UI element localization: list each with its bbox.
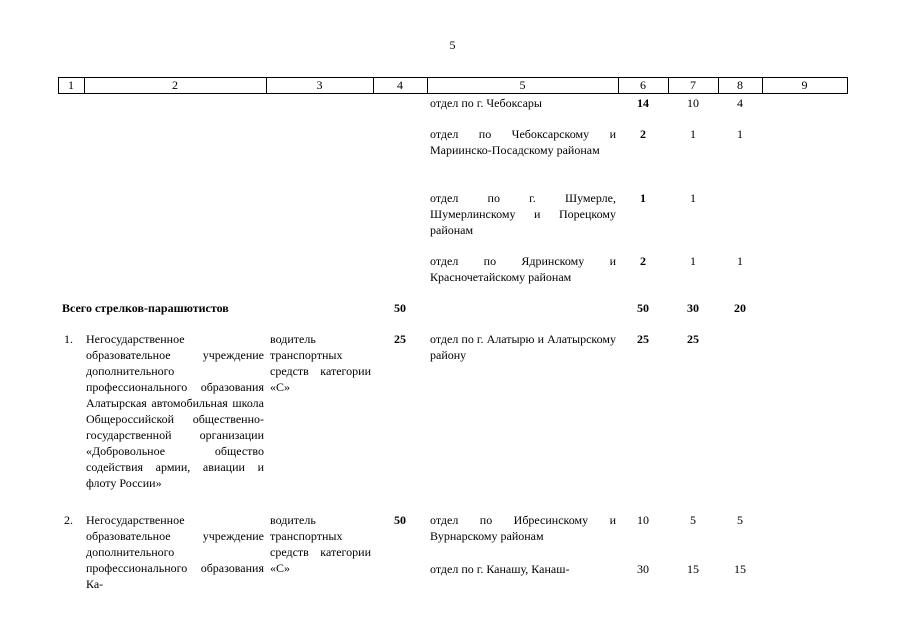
cell-col7: 1 <box>690 127 696 141</box>
col-header-2: 2 <box>172 78 178 92</box>
cell-col6: 14 <box>637 96 649 110</box>
organization-name: Негосударственное образовательное учреждение дополнительного профессионального образования Алатырская автомобильная школа Общероссийской общественно-государственной организации «Добровольное общество содействия армии, авиации и флоту России» <box>86 332 264 490</box>
header-bottom-border <box>58 93 848 94</box>
cell-col8: 4 <box>737 96 743 110</box>
department-name: отдел по г. Канашу, Канаш- <box>430 562 570 576</box>
cell-col6: 2 <box>640 127 646 141</box>
cell-col7: 15 <box>687 562 699 576</box>
col-header-8: 8 <box>737 78 743 92</box>
cell-col8: 5 <box>737 513 743 527</box>
col-header-1: 1 <box>68 78 74 92</box>
cell-col6: 30 <box>637 562 649 576</box>
cell-col4: 50 <box>394 513 406 527</box>
col-header-4: 4 <box>397 78 403 92</box>
cell-col4: 25 <box>394 332 406 346</box>
specialty: водитель транспортных средств категории «С» <box>270 513 371 575</box>
cell-col6: 1 <box>640 191 646 205</box>
cell-col8: 20 <box>734 301 746 315</box>
cell-col8: 1 <box>737 254 743 268</box>
col-header-7: 7 <box>690 78 696 92</box>
cell-col6: 10 <box>637 513 649 527</box>
total-label: Всего стрелков-парашютистов <box>62 301 229 315</box>
organization-name: Негосударственное образовательное учреждение дополнительного профессионального образования Ка- <box>86 513 264 591</box>
department-name: отдел по Чебоксарскому и Мариинско-Посадскому районам <box>430 127 616 157</box>
cell-col8: 15 <box>734 562 746 576</box>
col-header-5: 5 <box>519 78 526 92</box>
col-header-6: 6 <box>640 78 646 92</box>
col-header-9: 9 <box>801 78 808 92</box>
cell-col7: 10 <box>687 96 699 110</box>
row-number: 2. <box>64 513 73 527</box>
cell-col7: 30 <box>687 301 699 315</box>
row-number: 1. <box>64 332 73 346</box>
specialty: водитель транспортных средств категории «С» <box>270 332 371 394</box>
department-name: отдел по Ибресинскому и Вурнарскому районам <box>430 513 616 543</box>
cell-col7: 25 <box>687 332 699 346</box>
cell-col7: 1 <box>690 191 696 205</box>
department-name: отдел по Ядринскому и Красночетайскому районам <box>430 254 616 284</box>
cell-col8: 1 <box>737 127 743 141</box>
cell-col4: 50 <box>394 301 406 315</box>
cell-col7: 5 <box>690 513 696 527</box>
col-border <box>847 77 848 93</box>
col-header-3: 3 <box>316 78 323 92</box>
cell-col7: 1 <box>690 254 696 268</box>
cell-col6: 25 <box>637 332 649 346</box>
page-number: 5 <box>449 38 456 52</box>
department-name: отдел по г. Шумерле, Шумерлинскому и Порецкому районам <box>430 191 616 237</box>
cell-col6: 2 <box>640 254 646 268</box>
department-name: отдел по г. Чебоксары <box>430 96 542 110</box>
cell-col6: 50 <box>637 301 649 315</box>
department-name: отдел по г. Алатырю и Алатырскому району <box>430 332 616 362</box>
